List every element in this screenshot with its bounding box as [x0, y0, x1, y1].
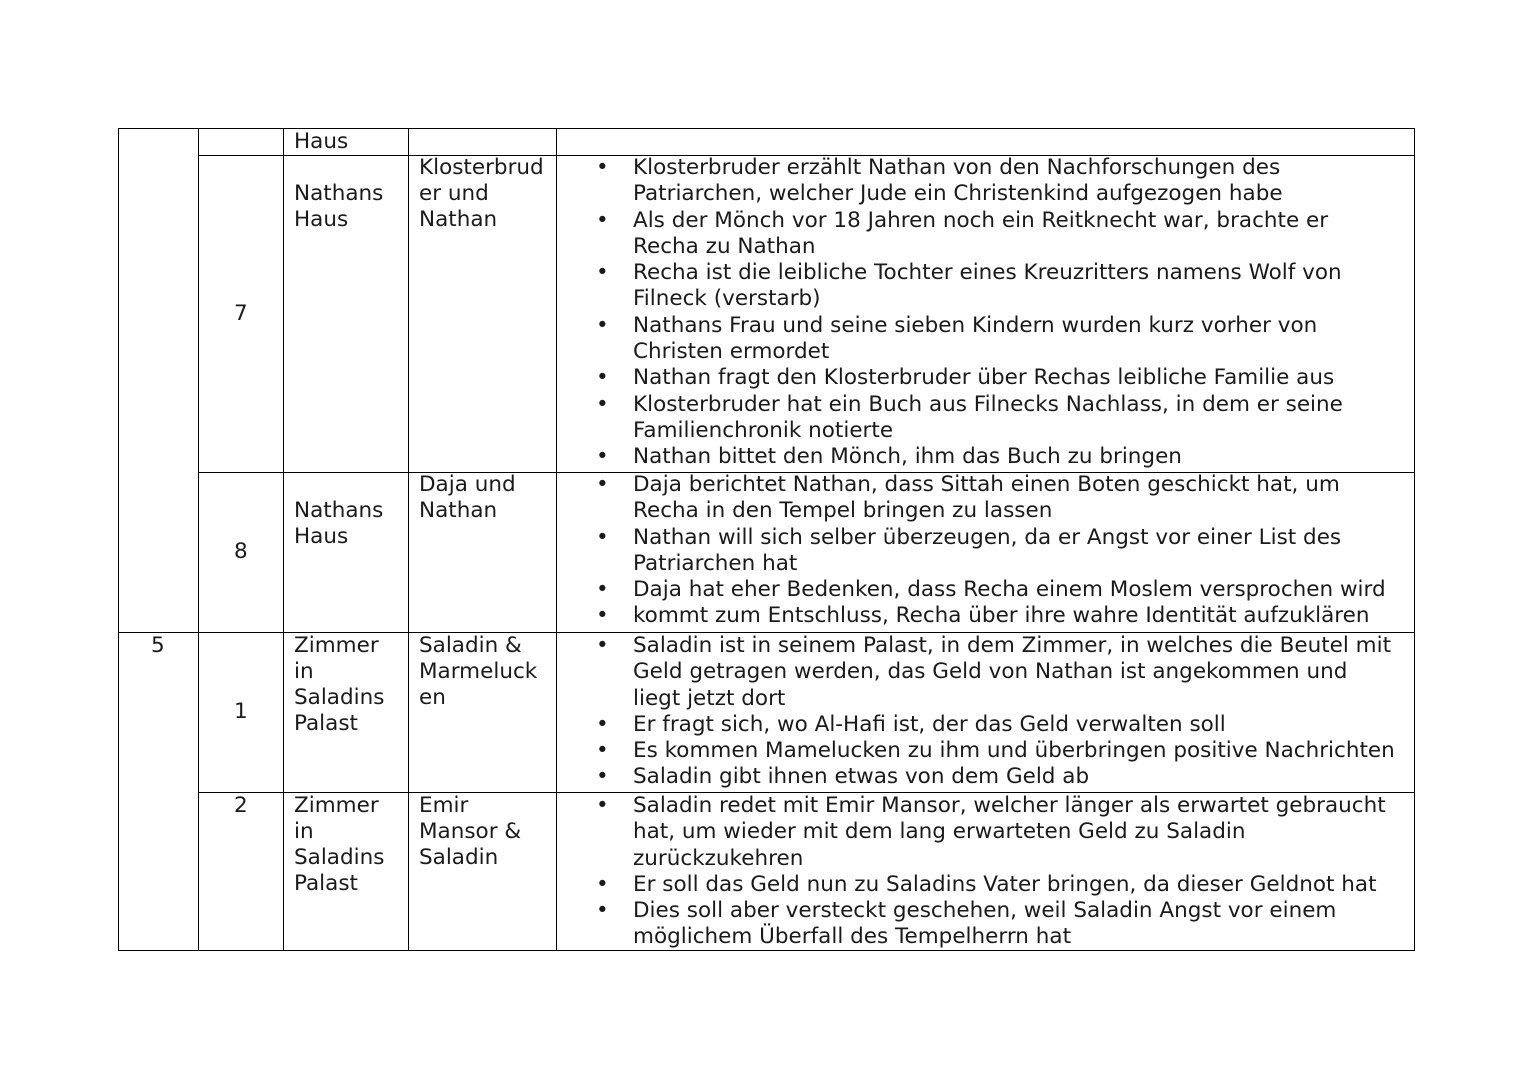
list-item: • Daja hat eher Bedenken, dass Recha einem Moslem versprochen wird: [596, 577, 1386, 603]
list-item: • Nathan will sich selber überzeugen, da er Angst vor einer List des Patriarchen hat: [596, 525, 1386, 578]
persons-cell: Daja und Nathan: [419, 472, 516, 523]
column-divider-persons: [556, 128, 557, 951]
list-item: • Er soll das Geld nun zu Saladins Vater bringen, da dieser Geldnot hat: [596, 872, 1386, 898]
list-item: • Es kommen Mamelucken zu ihm und überbringen positive Nachrichten: [596, 738, 1395, 764]
list-item: • Nathan bittet den Mönch, ihm das Buch zu bringen: [596, 444, 1343, 470]
location-cell: Nathans Haus: [294, 181, 384, 232]
scene-number: 8: [234, 539, 248, 564]
list-item: • Als der Mönch vor 18 Jahren noch ein Reitknecht war, brachte er Recha zu Nathan: [596, 208, 1343, 261]
column-divider-act: [198, 128, 199, 951]
table-border-right: [1414, 128, 1415, 951]
list-item: • Dies soll aber versteckt geschehen, weil Saladin Angst vor einem möglichem Überfall des Tempelherrn hat: [596, 898, 1386, 951]
list-item: • Klosterbruder erzählt Nathan von den Nachforschungen des Patriarchen, welcher Jude ein Christenkind aufgezogen habe: [596, 155, 1343, 208]
column-divider-location: [408, 128, 409, 951]
list-item: • Recha ist die leibliche Tochter eines Kreuzritters namens Wolf von Filneck (verstarb): [596, 260, 1343, 313]
persons-cell: Saladin & Marmeluck en: [419, 633, 538, 710]
events-list: [596, 633, 1395, 791]
list-item: • Saladin redet mit Emir Mansor, welcher länger als erwartet gebraucht hat, um wieder mit dem lang erwarteten Geld zu Saladin zurückzukehren: [596, 793, 1386, 872]
column-divider-scene: [283, 128, 284, 951]
list-item: • Nathan fragt den Klosterbruder über Rechas leibliche Familie aus: [596, 365, 1343, 391]
scene-number: 1: [234, 699, 248, 724]
list-item: • kommt zum Entschluss, Recha über ihre wahre Identität aufzuklären: [596, 603, 1386, 629]
location-cell: Haus: [294, 129, 349, 154]
scene-number: 7: [234, 301, 248, 326]
list-item: • Saladin gibt ihnen etwas von dem Geld ab: [596, 764, 1395, 790]
events-list: [596, 793, 1386, 951]
events-list: [596, 472, 1386, 630]
location-cell: Zimmer in Saladins Palast: [294, 793, 385, 896]
location-cell: Zimmer in Saladins Palast: [294, 633, 385, 736]
list-item: • Daja berichtet Nathan, dass Sittah einen Boten geschickt hat, um Recha in den Tempel bringen zu lassen: [596, 472, 1386, 525]
table-border-left: [118, 128, 119, 951]
list-item: • Er fragt sich, wo Al-Hafi ist, der das Geld verwalten soll: [596, 712, 1395, 738]
events-list: [596, 155, 1343, 471]
list-item: • Nathans Frau und seine sieben Kindern wurden kurz vorher von Christen ermordet: [596, 313, 1343, 366]
list-item: • Klosterbruder hat ein Buch aus Filnecks Nachlass, in dem er seine Familienchronik notierte: [596, 392, 1343, 445]
act-number: 5: [151, 633, 165, 658]
persons-cell: Emir Mansor & Saladin: [419, 793, 522, 870]
list-item: • Saladin ist in seinem Palast, in dem Zimmer, in welches die Beutel mit Geld getragen werden, das Geld von Nathan ist angekommen und liegt jetzt dort: [596, 633, 1395, 712]
persons-cell: Klosterbrud er und Nathan: [419, 155, 544, 232]
location-cell: Nathans Haus: [294, 498, 384, 549]
scene-number: 2: [234, 793, 248, 818]
